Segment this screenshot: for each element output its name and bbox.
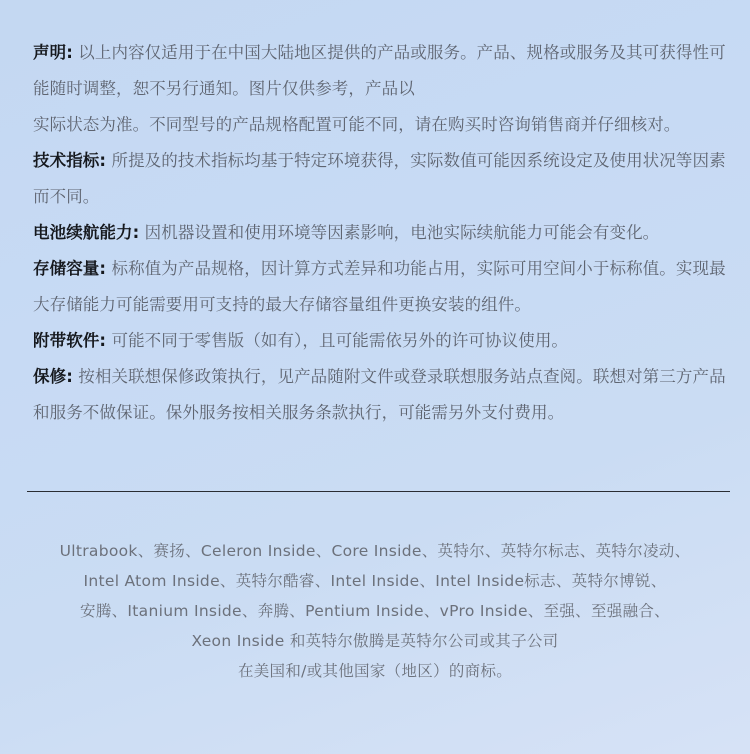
statement-paragraph bbox=[33, 35, 733, 107]
tech-specs-label: 技术指标: bbox=[33, 151, 107, 170]
warranty-text: 按相关联想保修政策执行，见产品随附文件或登录联想服务站点查阅。联想对第三方产品和服务不做保证。保外服务按相关服务条款执行，可能需另外支付费用。 bbox=[33, 367, 726, 422]
tech-specs-paragraph bbox=[33, 143, 733, 215]
trademark-line: 在美国和/或其他国家（地区）的商标。 bbox=[237, 662, 513, 680]
storage-text: 标称值为产品规格，因计算方式差异和功能占用，实际可用空间小于标称值。实现最大存储能力可能需要用可支持的最大存储容量组件更换安装的组件。 bbox=[33, 259, 726, 314]
trademark-notice bbox=[20, 536, 730, 686]
storage-paragraph bbox=[33, 251, 733, 323]
tech-specs-text: 所提及的技术指标均基于特定环境获得，实际数值可能因系统设定及使用状况等因素而不同。 bbox=[33, 151, 726, 206]
battery-paragraph bbox=[33, 215, 733, 251]
statement-continuation bbox=[33, 107, 733, 143]
storage-label: 存储容量: bbox=[33, 259, 107, 278]
software-label: 附带软件: bbox=[33, 331, 107, 350]
statement-label: 声明: bbox=[33, 43, 73, 62]
section-divider bbox=[27, 491, 730, 492]
statement-text-continued: 实际状态为准。不同型号的产品规格配置可能不同，请在购买时咨询销售商并仔细核对。 bbox=[33, 115, 681, 134]
software-paragraph bbox=[33, 323, 733, 359]
trademark-line: 安腾、Itanium Inside、奔腾、Pentium Inside、vPro Inside、至强、至强融合、 bbox=[80, 602, 670, 620]
battery-label: 电池续航能力: bbox=[33, 223, 140, 242]
statement-text: 以上内容仅适用于在中国大陆地区提供的产品或服务。产品、规格或服务及其可获得性可能随时调整，恕不另行通知。图片仅供参考，产品以 bbox=[33, 43, 726, 98]
trademark-line: Xeon Inside 和英特尔傲腾是英特尔公司或其子公司 bbox=[191, 632, 559, 650]
warranty-paragraph bbox=[33, 359, 733, 431]
disclaimer-section bbox=[33, 35, 733, 431]
trademark-line: Intel Atom Inside、英特尔酷睿、Intel Inside、Intel Inside标志、英特尔博锐、 bbox=[83, 572, 667, 590]
battery-text: 因机器设置和使用环境等因素影响，电池实际续航能力可能会有变化。 bbox=[144, 223, 660, 242]
software-text: 可能不同于零售版（如有），且可能需依另外的许可协议使用。 bbox=[111, 331, 569, 350]
warranty-label: 保修: bbox=[33, 367, 73, 386]
trademark-line: Ultrabook、赛扬、Celeron Inside、Core Inside、英特尔、英特尔标志、英特尔凌动、 bbox=[59, 542, 691, 560]
